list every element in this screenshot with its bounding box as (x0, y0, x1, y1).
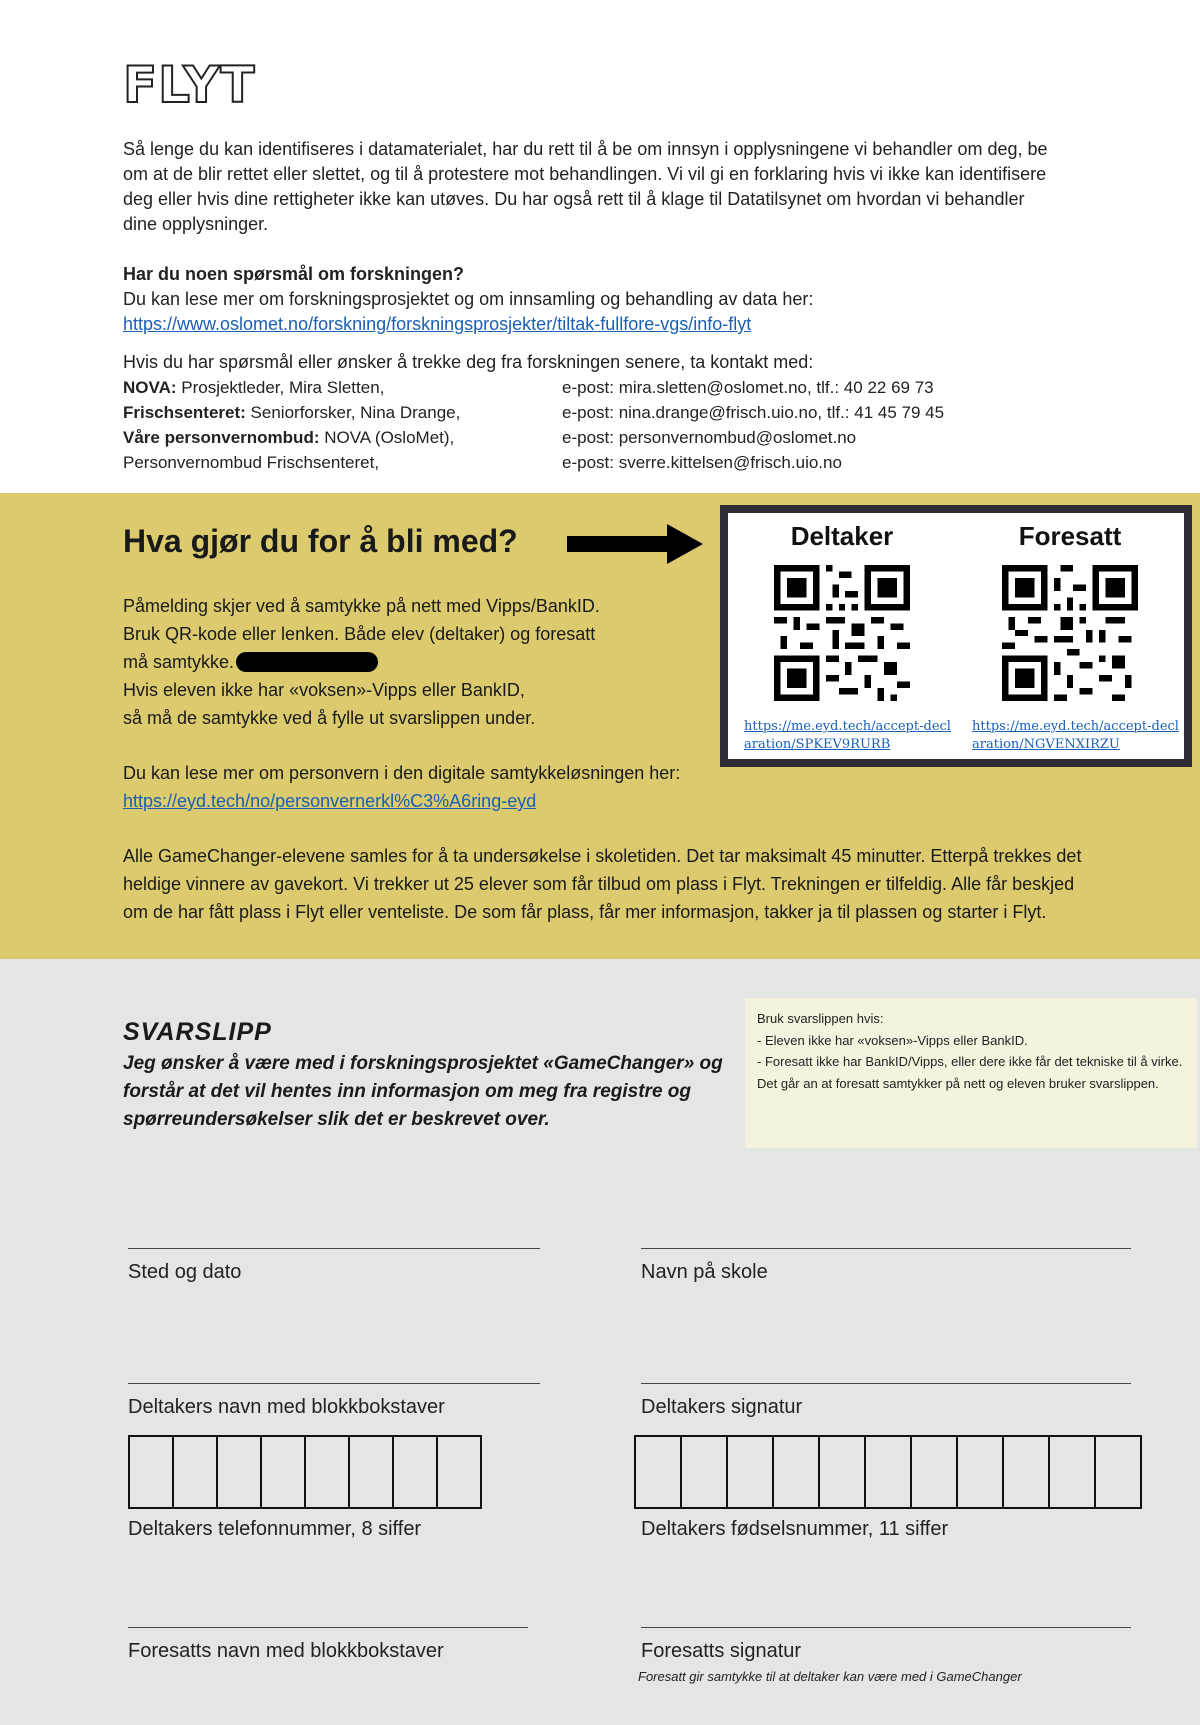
digit-box[interactable] (1050, 1437, 1096, 1507)
participant-qr-column (732, 521, 952, 754)
digit-box[interactable] (350, 1437, 394, 1507)
privacy-section (123, 759, 843, 815)
join-title: Hva gjør du for å bli med? (123, 523, 518, 559)
contact-info: e-post: sverre.kittelsen@frisch.uio.no (562, 453, 842, 472)
digit-box[interactable] (438, 1437, 482, 1507)
participant-name-label: Deltakers navn med blokkbokstaver (128, 1396, 445, 1418)
participant-ssn-label: Deltakers fødselsnummer, 11 siffer (641, 1518, 949, 1540)
guardian-qr-title: Foresatt (1018, 521, 1122, 551)
digit-box[interactable] (774, 1437, 820, 1507)
questions-section (123, 262, 1063, 337)
project-info-link[interactable]: https://www.oslomet.no/forskning/forskningsprosjekter/tiltak-fullfore-vgs/info-flyt (123, 314, 752, 334)
contact-info: e-post: personvernombud@oslomet.no (562, 428, 857, 447)
note-line: Det går an at foresatt samtykker på nett og eleven bruker svarslippen. (757, 1075, 1159, 1091)
digit-box[interactable] (728, 1437, 774, 1507)
questions-heading: Har du noen spørsmål om forskningen? (123, 264, 465, 284)
questions-text: Du kan lese mer om forskningsprosjektet og om innsamling og behandling av data her: (123, 289, 814, 309)
school-line[interactable] (641, 1248, 1131, 1249)
place-date-line[interactable] (128, 1248, 540, 1249)
signup-line: Hvis eleven ikke har «voksen»-Vipps eller BankID, (123, 680, 525, 700)
guardian-signature-line[interactable] (641, 1627, 1131, 1628)
guardian-qr-code-icon[interactable] (1002, 565, 1138, 701)
participant-qr-title: Deltaker (790, 521, 894, 551)
signup-line: Bruk QR-kode eller lenken. Både elev (deltaker) og foresatt (123, 624, 596, 644)
place-date-label: Sted og dato (128, 1261, 242, 1283)
participant-consent-link[interactable]: https://me.eyd.tech/accept-declaration/SPKEV9RURB (744, 719, 951, 752)
contact-row (123, 425, 1083, 450)
place-date-field[interactable] (128, 1248, 540, 1284)
reply-slip-note (745, 998, 1197, 1148)
contact-section (123, 350, 1083, 475)
contact-intro: Hvis du har spørsmål eller ønsker å trekke deg fra forskningen senere, ta kontakt med: (123, 352, 814, 372)
digit-box[interactable] (636, 1437, 682, 1507)
participant-signature-label: Deltakers signatur (641, 1396, 803, 1418)
ssn-label-field (641, 1518, 1131, 1541)
guardian-name-line[interactable] (128, 1627, 528, 1628)
participant-qr-code-icon[interactable] (774, 565, 910, 701)
participant-name-field[interactable] (128, 1383, 540, 1419)
contact-person: NOVA (OsloMet), (319, 428, 455, 447)
gamechanger-paragraph: Alle GameChanger-elevene samles for å ta undersøkelse i skoletiden. Det tar maksimalt 45 minutter. Etterpå trekkes det heldige vinnere av gavekort. Vi trekker ut 25 elever som får tilbud om plass i Flyt. Trekningen er tilfeldig. Alle får beskjed om de har fått plass i Flyt eller venteliste. De som får plass, får mer informasjon, takker ja til plassen og starter i Flyt. (123, 846, 1082, 922)
contact-row (123, 400, 1083, 425)
digit-box[interactable] (218, 1437, 262, 1507)
phone-label-field (128, 1518, 540, 1541)
contact-row (123, 375, 1083, 400)
privacy-text: Du kan lese mer om personvern i den digitale samtykkeløsningen her: (123, 763, 681, 783)
rights-paragraph: Så lenge du kan identifiseres i datamaterialet, har du rett til å be om innsyn i opplysningene vi behandler om deg, be om at de blir rettet eller slettet, og til å protestere mot behandlingen. Vi vil gi en forklaring hvis vi ikke kan identifisere deg eller hvis dine rettigheter ikke kan utøves. Du har også rett til å klage til Datatilsynet om hvordan vi behandler dine opplysninger. (123, 139, 1048, 234)
contact-org: Våre personvernombud: (123, 428, 320, 447)
guardian-name-field[interactable] (128, 1627, 528, 1663)
digit-box[interactable] (1004, 1437, 1050, 1507)
contact-info: e-post: nina.drange@frisch.uio.no, tlf.: 41 45 79 45 (562, 403, 945, 422)
contact-person: Prosjektleder, Mira Sletten, (176, 378, 385, 397)
signup-line: så må de samtykke ved å fylle ut svarslippen under. (123, 708, 536, 728)
participant-phone-label: Deltakers telefonnummer, 8 siffer (128, 1518, 422, 1540)
privacy-link[interactable]: https://eyd.tech/no/personvernerkl%C3%A6ring-eyd (123, 791, 537, 811)
digit-box[interactable] (1096, 1437, 1142, 1507)
note-line: - Eleven ikke har «voksen»-Vipps eller BankID. (757, 1032, 1028, 1048)
contact-row (123, 450, 1083, 475)
signup-line: Påmelding skjer ved å samtykke på nett med Vipps/BankID. (123, 596, 600, 616)
guardian-signature-label: Foresatts signatur (641, 1640, 802, 1662)
note-line: - Foresatt ikke har BankID/Vipps, eller dere ikke får det tekniske til å virke. (757, 1054, 1183, 1069)
reply-slip-title: SVARSLIPP (123, 1018, 272, 1046)
signup-line: må samtykke. (123, 652, 235, 672)
digit-box[interactable] (682, 1437, 728, 1507)
digit-box[interactable] (130, 1437, 174, 1507)
ssn-boxes[interactable] (634, 1435, 1142, 1509)
digit-box[interactable] (262, 1437, 306, 1507)
digit-box[interactable] (820, 1437, 866, 1507)
signup-instructions (123, 592, 683, 732)
guardian-signature-field[interactable] (638, 1627, 1131, 1684)
digit-box[interactable] (394, 1437, 438, 1507)
contact-org: NOVA: (123, 378, 177, 397)
school-label: Navn på skole (641, 1261, 768, 1283)
contact-person: Personvernombud Frischsenteret, (123, 453, 380, 472)
note-line: Bruk svarslippen hvis: (757, 1011, 884, 1026)
digit-box[interactable] (306, 1437, 350, 1507)
participant-name-line[interactable] (128, 1383, 540, 1384)
digit-box[interactable] (174, 1437, 218, 1507)
phone-number-boxes[interactable] (128, 1435, 482, 1509)
qr-code-panel (720, 505, 1192, 767)
reply-slip-statement: Jeg ønsker å være med i forskningsprosjektet «GameChanger» og forstår at det vil hentes inn informasjon om meg fra registre og spørreundersøkelser slik det er beskrevet over. (123, 1053, 723, 1130)
flyt-logo: FLYT (123, 56, 256, 114)
guardian-name-label: Foresatts navn med blokkbokstaver (128, 1640, 444, 1662)
redaction-mark (236, 652, 378, 672)
contact-person: Seniorforsker, Nina Drange, (245, 403, 461, 422)
participant-signature-field[interactable] (641, 1383, 1131, 1419)
digit-box[interactable] (866, 1437, 912, 1507)
guardian-consent-link[interactable]: https://me.eyd.tech/accept-declaration/NGVENXIRZU (972, 719, 1179, 752)
guardian-qr-column (960, 521, 1180, 754)
school-field[interactable] (641, 1248, 1131, 1284)
digit-box[interactable] (958, 1437, 1004, 1507)
participant-signature-line[interactable] (641, 1383, 1131, 1384)
contact-info: e-post: mira.sletten@oslomet.no, tlf.: 40 22 69 73 (562, 378, 934, 397)
contact-org: Frischsenteret: (123, 403, 246, 422)
digit-box[interactable] (912, 1437, 958, 1507)
arrow-right-icon (567, 524, 703, 564)
guardian-consent-note: Foresatt gir samtykke til at deltaker kan være med i GameChanger (638, 1669, 1022, 1684)
